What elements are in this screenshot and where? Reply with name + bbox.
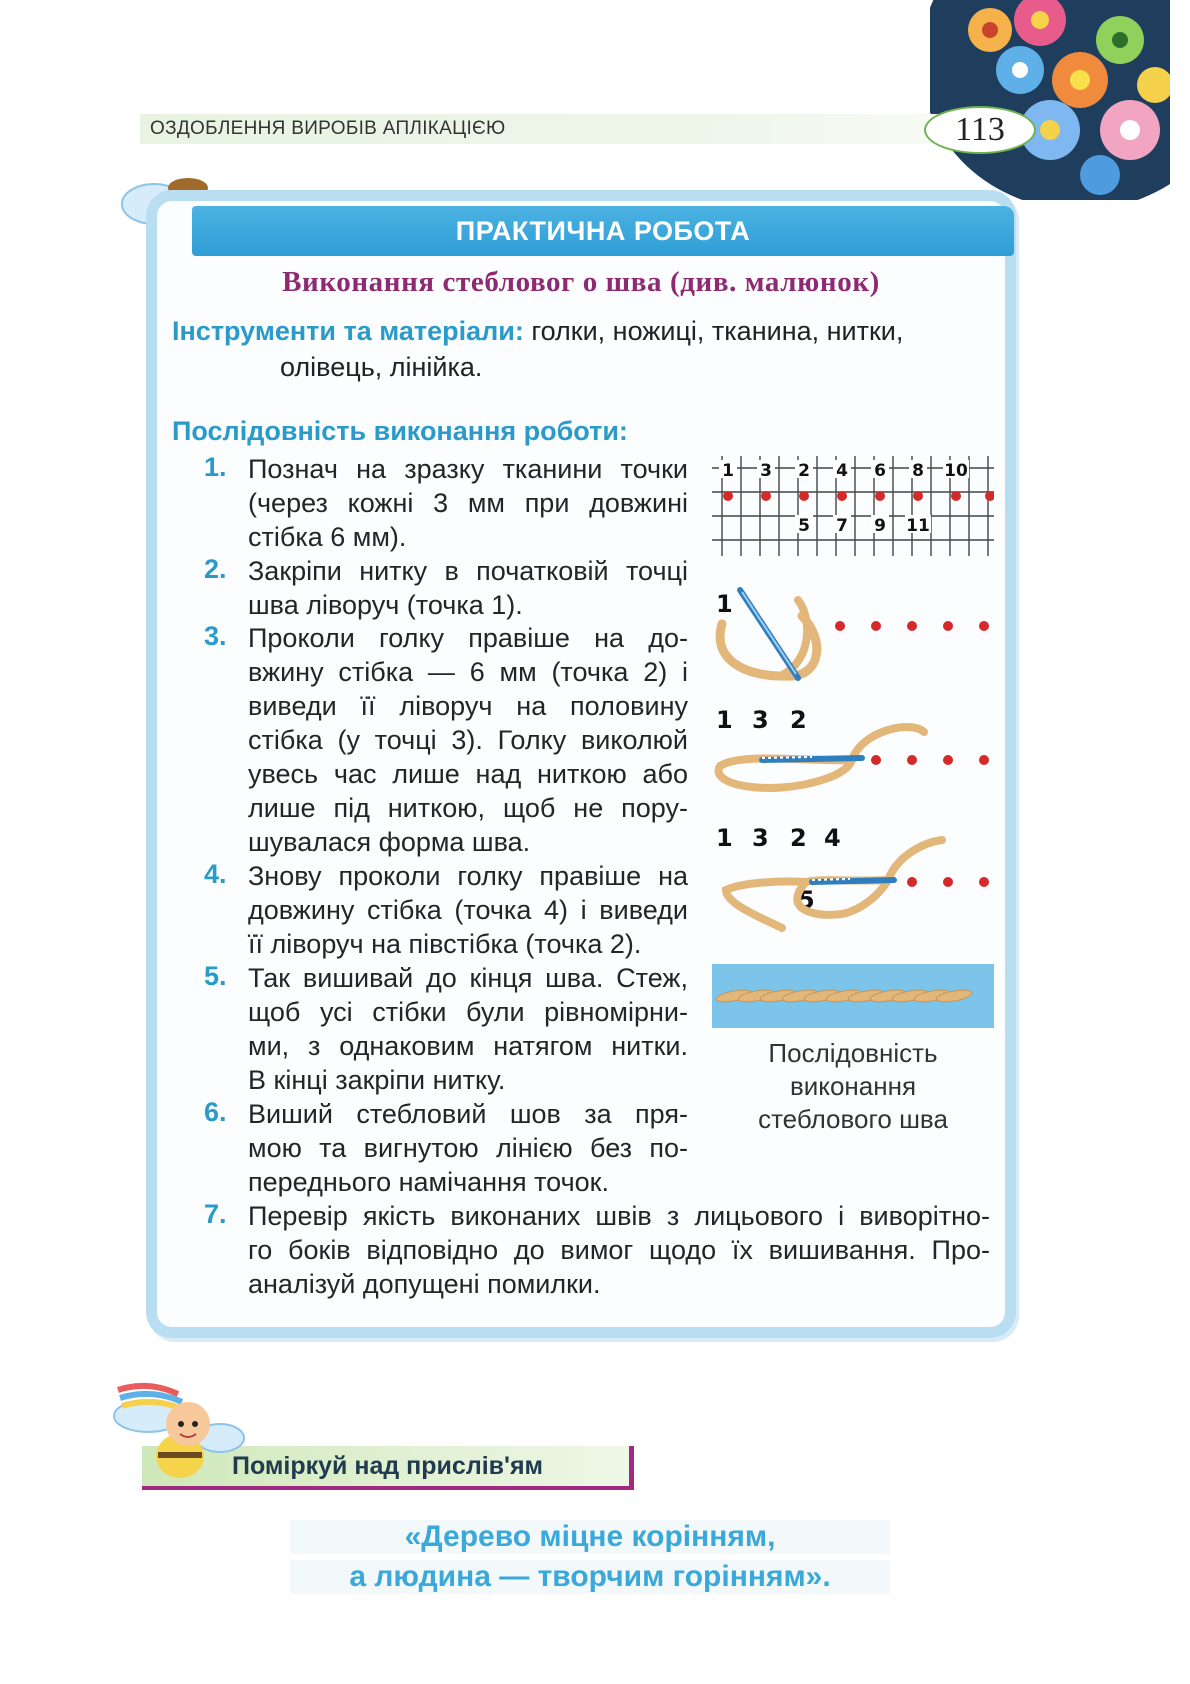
step-line: Так вишивай до кінця шва. Стеж, [248,963,688,993]
figure-caption-line: виконання [789,1071,917,1101]
bee-thinking-icon [108,1376,248,1486]
grid-top-label: 1 [722,461,734,481]
proverb-line: «Дерево міцне корінням, [290,1520,890,1554]
grid-top-label: 8 [912,461,924,481]
step-line: ми, з однаковим натягом нитки. [248,1031,688,1061]
step-number: 4. [204,859,227,889]
practical-work-title-bar [192,206,1014,256]
step-line: щоб усі стібки були рівномірни- [248,997,688,1027]
stitch-step-figure-start [712,578,994,698]
grid-bottom-label: 7 [836,516,848,536]
step-line: виведи її ліворуч на половину [248,691,688,721]
grid-bottom-label: 9 [874,516,886,536]
proverb-line: а людина — творчим горінням». [290,1560,890,1594]
step-line: Знову проколи голку правіше на [248,861,688,891]
running-head: ОЗДОБЛЕННЯ ВИРОБІВ АПЛІКАЦІЄЮ [150,118,506,139]
figure-caption-line: стеблового шва [758,1104,948,1134]
figure-caption-line: Послідовність [768,1038,938,1068]
proverb-tab-label: Поміркуй над прислів'ям [232,1451,544,1480]
step-line: Виший стебловий шов за пря- [248,1099,688,1129]
grid-top-label: 4 [836,461,848,481]
step-line: В кінці закріпи нитку. [248,1065,506,1095]
stitch-grid-figure [712,456,994,556]
step-line: увесь час лише над ниткою або [248,759,688,789]
grid-bottom-label: 11 [906,516,930,536]
step-line: вжину стібка — 6 мм (точка 2) і [248,657,688,687]
step-line: го боків відповідно до вимог щодо їх вишивання. Про- [248,1235,990,1265]
step-line: Проколи голку правіше на до- [248,623,688,653]
sequence-heading: Послідовність виконання роботи: [172,416,628,446]
step-line: Познач на зразку тканини точки [248,454,688,484]
tools-materials-list: голки, ножиці, тканина, нитки, [523,316,904,346]
stitch-step-figure-third [712,818,994,938]
step-line: стібка 6 мм). [248,522,407,552]
step-line: мою та вигнутою лінією без по- [248,1133,688,1163]
step-number: 7. [204,1199,227,1229]
step-line: стібка (у точці 3). Голку виколюй [248,725,688,755]
step-number: 3. [204,621,227,651]
figure-point-label: 4 [824,824,841,852]
figure-point-label: 3 [752,824,769,852]
grid-top-label: 10 [944,461,968,481]
step-number: 6. [204,1097,227,1127]
grid-top-label: 6 [874,461,886,481]
grid-bottom-label: 5 [798,516,810,536]
practical-work-subtitle: Виконання стебловог о шва (див. малюнок) [282,266,880,298]
step-line: довжину стібка (точка 4) і виведи [248,895,688,925]
page-number: 113 [955,111,1005,148]
step-number: 2. [204,554,227,584]
flower-decoration [930,0,1170,200]
page-number-badge [924,106,1036,154]
figure-point-label: 3 [752,706,769,734]
figure-point-label: 2 [790,824,807,852]
step-line: лише під ниткою, щоб не пору- [248,793,688,823]
tools-materials-line [172,316,903,347]
figure-point-label: 1 [716,824,733,852]
finished-stem-stitch-figure [712,964,994,1028]
step-line: аналізуй допущені помилки. [248,1269,601,1299]
step-line: Закріпи нитку в початковій точці [248,556,688,586]
step-line: її ліворуч на півстібка (точка 2). [248,929,642,959]
stitch-step-figure-second [712,700,994,810]
figure-point-label: 2 [790,706,807,734]
figure-point-label: 1 [716,706,733,734]
figure-point-label: 1 [716,590,733,618]
grid-top-label: 3 [760,461,772,481]
step-line: шувалася форма шва. [248,827,531,857]
tools-materials-label: Інструменти та матеріали: [172,316,524,346]
grid-top-label: 2 [798,461,810,481]
step-number: 1. [204,452,227,482]
step-line: (через кожні 3 мм при довжині [248,488,688,518]
step-line: переднього намічання точок. [248,1167,609,1197]
step-line: шва ліворуч (точка 1). [248,590,523,620]
tools-materials-continued: олівець, лінійка. [280,352,483,382]
step-number: 5. [204,961,227,991]
practical-work-title: ПРАКТИЧНА РОБОТА [455,215,751,246]
step-line: Перевір якість виконаних швів з лицьового і виворітно- [248,1201,990,1231]
figure-point-label: 5 [798,886,815,914]
